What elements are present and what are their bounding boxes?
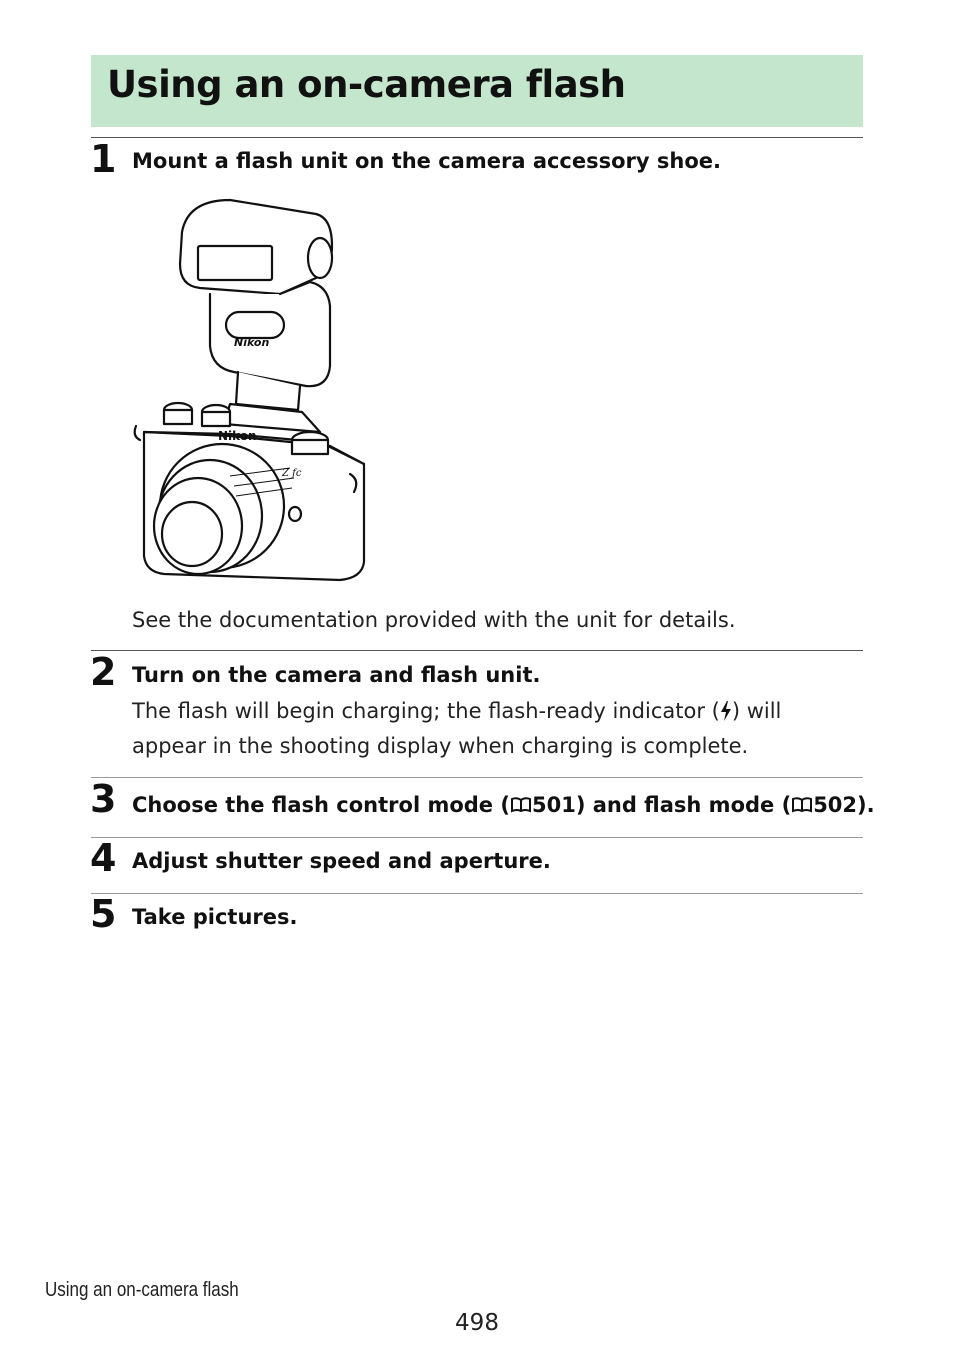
book-reference-icon [791,797,813,813]
flash-ready-icon [720,701,732,721]
book-reference-icon [510,797,532,813]
body-text-segment: The flash will begin charging; the flash-ready indicator ( [132,699,720,723]
step-number: 5 [90,892,117,936]
heading-segment: ). [857,793,875,817]
step-number: 2 [90,650,117,694]
heading-segment: ) and flash mode ( [575,793,792,817]
step-body: See the documentation provided with the unit for details. [132,608,736,632]
step-divider [91,650,863,651]
camera-model: Z fc [282,468,302,479]
step-heading: Turn on the camera and flash unit. [132,663,541,687]
step-number: 3 [90,777,117,821]
step-body-line [132,694,781,729]
title-rule [91,137,863,138]
step-body-line: appear in the shooting display when charging is complete. [132,734,749,758]
flash-brand: Nikon [234,336,270,349]
page-reference-link[interactable]: 501 [531,793,576,817]
page-reference-link[interactable]: 502 [813,793,858,817]
footer-section-title: Using an on-camera flash [45,1279,239,1301]
body-text-segment: ) will [731,699,782,723]
step-heading: Adjust shutter speed and aperture. [132,849,551,873]
page-number: 498 [455,1310,499,1336]
step-divider [91,837,863,838]
step-number: 4 [90,836,117,880]
camera-brand: Nikon [218,429,257,443]
step-number: 1 [90,137,117,181]
flash-camera-illustration [130,196,370,586]
heading-segment: Choose the flash control mode ( [132,793,510,817]
page-title: Using an on-camera flash [107,63,626,106]
step-heading: Take pictures. [132,905,298,929]
step-divider [91,893,863,894]
step-divider [91,777,863,778]
step-heading [132,793,875,817]
step-heading: Mount a flash unit on the camera accessory shoe. [132,149,722,173]
title-bar [91,55,863,127]
